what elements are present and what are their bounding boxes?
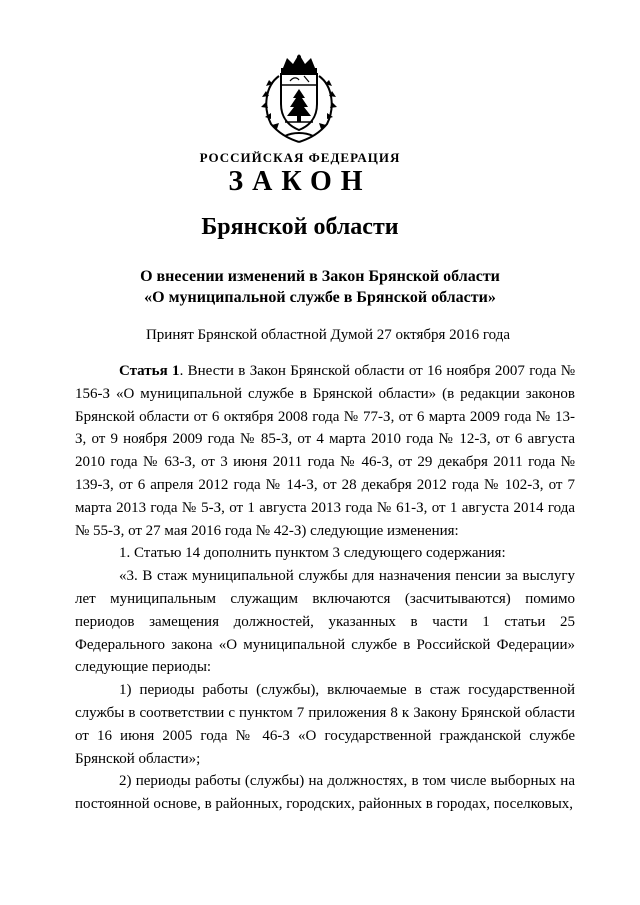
adoption-line: Принят Брянской областной Думой 27 октября 2016 года [145, 327, 511, 343]
article-paragraph [75, 360, 575, 542]
body-paragraph: 1) периоды работы (службы), включаемые в стаж государственной службы в соответствии с пунктом 7 приложения 8 к Закону Брянской области от 16 июня 2005 года № 46-З «О государственной гражданской службе Брянской области»; [75, 682, 575, 767]
document-type-heading: ЗАКОН [228, 166, 372, 197]
coat-of-arms-emblem [257, 52, 341, 144]
country-heading: РОССИЙСКАЯ ФЕДЕРАЦИЯ [199, 150, 401, 165]
body-paragraph: «3. В стаж муниципальной службы для назначения пенсии за выслугу лет муниципальным служащим включаются (засчитываются) помимо периодов замещения должностей, указанных в части 1 статьи 25 Федерального закона «О муниципальной службе в Российской Федерации» следующие периоды: [75, 568, 575, 676]
region-heading: Брянской области [201, 214, 399, 240]
body-paragraph: 1. Статью 14 дополнить пунктом 3 следующего содержания: [119, 545, 506, 562]
document-body [75, 360, 575, 816]
body-paragraph: 2) периоды работы (службы) на должностях, в том числе выборных на постоянной основе, в районных, городских, районных в городах, поселковых, [75, 773, 575, 813]
law-title-line: «О муниципальной службе в Брянской области» [144, 289, 496, 306]
law-title [0, 266, 640, 308]
article-label: Статья 1 [119, 363, 180, 379]
law-title-line: О внесении изменений в Закон Брянской области [140, 268, 500, 285]
article-text: . Внести в Закон Брянской области от 16 ноября 2007 года № 156-З «О муниципальной службе в Брянской области» (в редакции законов Брянской области от 6 октября 2008 года № 77-З, от 6 марта 2009 года № 13-З, от 9 ноября 2009 года № 85-З, от 4 марта 2010 года № 12-З, от 6 августа 2010 года № 63-З, от 3 июня 2011 года № 46-З, от 29 декабря 2011 года № 139-З, от 6 апреля 2012 года № 14-З, от 28 декабря 2012 года № 102-З, от 7 марта 2013 года № 5-З, от 1 августа 2013 года № 61-З, от 1 августа 2014 года № 55-З, от 27 мая 2016 года № 42-З) следующие изменения: [75, 363, 576, 539]
